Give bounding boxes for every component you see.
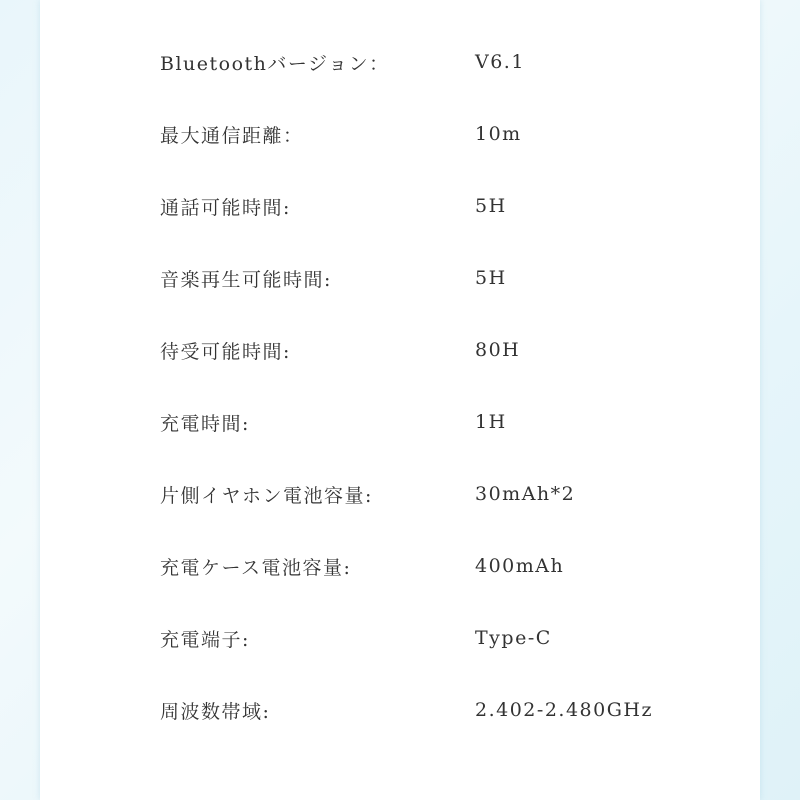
spec-label: 充電端子: [160, 628, 250, 651]
spec-value: 80H [475, 339, 521, 361]
spec-value: 5H [475, 195, 507, 217]
spec-row-music-time [160, 242, 680, 314]
spec-value: V6.1 [475, 51, 525, 73]
spec-row-charge-time [160, 386, 680, 458]
spec-label: Bluetoothバージョン： [160, 52, 390, 75]
spec-row-bluetooth-version [160, 26, 680, 98]
spec-value: Type-C [475, 627, 552, 649]
spec-row-charge-port [160, 602, 680, 674]
spec-value: 1H [475, 411, 507, 433]
spec-label: 片側イヤホン電池容量: [160, 484, 373, 507]
spec-value: 400mAh [475, 555, 565, 577]
spec-value: 30mAh*2 [475, 483, 576, 505]
spec-label: 充電ケース電池容量: [160, 556, 352, 579]
spec-label: 最大通信距離： [160, 124, 304, 147]
spec-table [160, 26, 680, 746]
spec-value: 10m [475, 123, 522, 145]
spec-row-standby-time [160, 314, 680, 386]
spec-row-earbud-battery [160, 458, 680, 530]
spec-card [40, 0, 760, 800]
spec-row-case-battery [160, 530, 680, 602]
spec-row-frequency-band [160, 674, 680, 746]
spec-value: 2.402-2.480GHz [475, 699, 653, 721]
spec-row-max-range [160, 98, 680, 170]
spec-value: 5H [475, 267, 507, 289]
spec-label: 音楽再生可能時間: [160, 268, 332, 291]
spec-label: 待受可能時間: [160, 340, 291, 363]
spec-label: 充電時間: [160, 412, 250, 435]
spec-row-talk-time [160, 170, 680, 242]
spec-label: 通話可能時間: [160, 196, 291, 219]
spec-label: 周波数帯域: [160, 700, 271, 723]
